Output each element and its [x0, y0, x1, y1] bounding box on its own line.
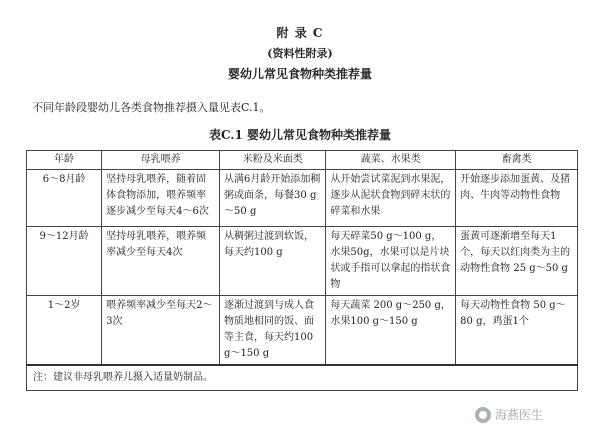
table-row [27, 227, 578, 296]
table-row [27, 296, 578, 366]
cell-rice-noodle: 逐渐过渡到与成人食物质地相同的饭、面等主食，每天约100 g～150 g [220, 296, 326, 366]
cell-breastfeeding: 坚持母乳喂养，喂养频率减少至每天4次 [102, 227, 220, 296]
appendix-title: 附 录 C [276, 26, 324, 40]
table-footnote-row [27, 365, 578, 391]
table-caption: 表C.1 婴幼儿常见食物种类推荐量 [208, 128, 392, 142]
header-meat: 畜禽类 [456, 151, 578, 170]
cell-meat: 开始逐步添加蛋黄、及猪肉、牛肉等动物性食物 [456, 170, 578, 227]
header-rice-noodle: 米粉及米面类 [220, 151, 326, 170]
cell-age: 1～2岁 [27, 296, 102, 366]
header-age: 年龄 [27, 151, 102, 170]
cell-breastfeeding: 喂养频率减少至每天2～3次 [102, 296, 220, 366]
cell-vegetable-fruit: 从开始尝试菜泥到水果泥，逐步从泥状食物到碎末状的碎菜和水果 [326, 170, 456, 227]
cell-age: 9～12月龄 [27, 227, 102, 296]
cell-rice-noodle: 从稠粥过渡到软饭，每天约100 g [220, 227, 326, 296]
watermark [475, 406, 543, 423]
cell-rice-noodle: 从满6月龄开始添加稠粥或面条，每餐30 g～50 g [220, 170, 326, 227]
appendix-note: (资料性附录) [267, 47, 333, 60]
cell-meat: 每天动物性食物 50 g～80 g，鸡蛋1个 [456, 296, 578, 366]
cell-age: 6～8月龄 [27, 170, 102, 227]
cell-meat: 蛋黄可逐渐增至每天1个，每天以红肉类为主的动物性食物 25 g～50 g [456, 227, 578, 296]
table-row [27, 170, 578, 227]
wechat-account-icon [475, 407, 491, 423]
table-header-row [27, 151, 578, 170]
cell-vegetable-fruit: 每天碎菜50 g～100 g，水果50g，水果可以是片块状或手指可以拿起的指状食物 [326, 227, 456, 296]
cell-vegetable-fruit: 每天蔬菜 200 g～250 g，水果100 g～150 g [326, 296, 456, 366]
food-recommendation-table [26, 150, 578, 391]
header-breastfeeding: 母乳喂养 [102, 151, 220, 170]
intro-paragraph: 不同年龄段婴幼儿各类食物推荐摄入量见表C.1。 [32, 101, 271, 114]
watermark-text: 海燕医生 [495, 408, 544, 422]
cell-breastfeeding: 坚持母乳喂养，随着固体食物添加，喂养频率逐步减少至每天4～6次 [102, 170, 220, 227]
appendix-heading: 婴幼儿常见食物种类推荐量 [227, 67, 372, 81]
header-vegetable-fruit: 蔬菜、水果类 [326, 151, 456, 170]
table-footnote: 注：建议非母乳喂养儿摄入适量奶制品。 [27, 365, 578, 391]
